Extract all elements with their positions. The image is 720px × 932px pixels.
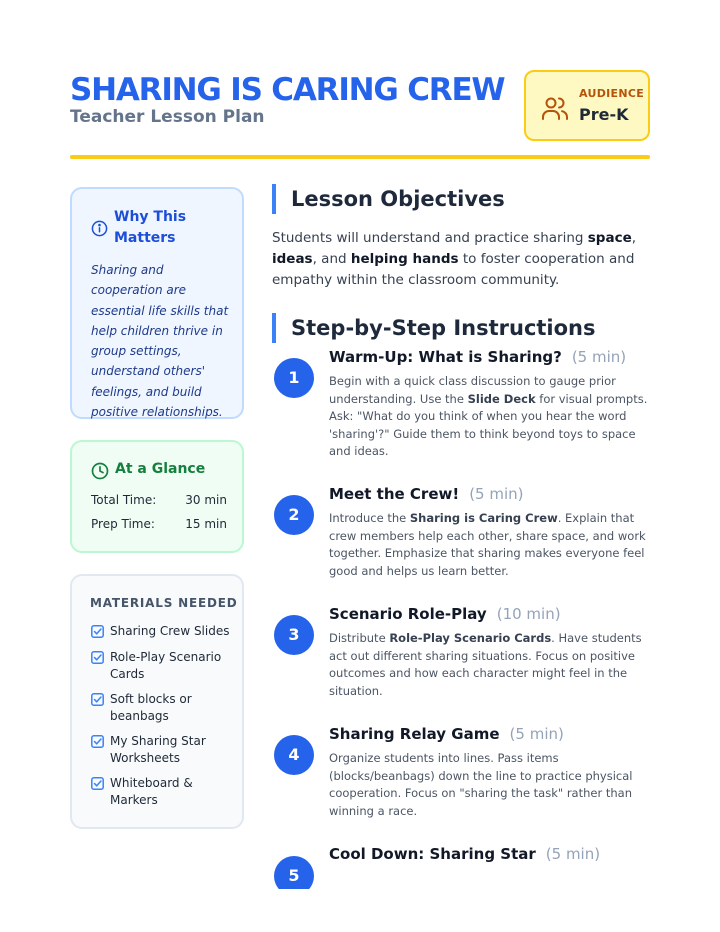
step-title: Meet the Crew! (5 min) (329, 485, 524, 503)
why-body: Sharing and cooperation are essential life skills that help children thrive in group settings, understand others' feelings, and build positive relationships. (91, 263, 229, 420)
step-number: 1 (274, 358, 314, 398)
why-title: Why This Matters (114, 209, 187, 246)
step-5-number-clip (272, 856, 332, 889)
step-number: 5 (274, 856, 314, 889)
step-body: Begin with a quick class discussion to gauge prior understanding. Use the Slide Deck for visual prompts. Ask: "What do you think of when you hear the word 'sharing'?" Guide them to think beyond toys to space and ideas. (329, 374, 648, 459)
audience-label: AUDIENCE (579, 87, 645, 100)
step-number: 2 (274, 495, 314, 535)
glance-value: 15 min (185, 517, 227, 531)
material-label: Soft blocks or beanbags (110, 692, 192, 723)
step-title: Cool Down: Sharing Star (5 min) (329, 845, 601, 863)
step-body: Distribute Role-Play Scenario Cards. Have students act out different sharing situations. Focus on positive outcomes and how each character might feel in the situation. (329, 631, 642, 698)
step-duration: (5 min) (469, 485, 524, 503)
step-title: Sharing Relay Game (5 min) (329, 725, 564, 743)
info-icon (91, 220, 108, 237)
list-item (91, 733, 236, 775)
audience-value: Pre-K (579, 105, 629, 124)
material-label: Whiteboard & Markers (110, 776, 193, 807)
glance-label: Total Time: (91, 493, 157, 507)
checkbox-icon (91, 651, 104, 664)
objectives-text: Students will understand and practice sharing space, ideas, and helping hands to foster cooperation and empathy within the classroom community. (272, 230, 637, 288)
at-a-glance-card (70, 440, 244, 553)
materials-card (70, 574, 244, 829)
page-subtitle: Teacher Lesson Plan (70, 107, 265, 127)
glance-row-total-time (91, 493, 227, 507)
glance-title: At a Glance (115, 461, 206, 477)
checkbox-icon (91, 625, 104, 638)
audience-badge (524, 70, 650, 141)
glance-value: 30 min (185, 493, 227, 507)
glance-row-prep-time (91, 517, 227, 531)
why-this-matters-card (70, 187, 244, 419)
step-body: Organize students into lines. Pass items (blocks/beanbags) down the line to practice physical cooperation. Focus on "sharing the task" rather than winning a race. (329, 751, 633, 818)
materials-list (91, 623, 236, 817)
step-number: 3 (274, 615, 314, 655)
step-number: 4 (274, 735, 314, 775)
step-title: Scenario Role-Play (10 min) (329, 605, 561, 623)
page-title: SHARING IS CARING CREW (70, 72, 505, 108)
material-label: Sharing Crew Slides (110, 624, 230, 638)
step-duration: (5 min) (509, 725, 564, 743)
list-item (91, 649, 236, 691)
list-item (91, 775, 236, 817)
clock-icon (91, 462, 109, 480)
step-duration: (5 min) (545, 845, 601, 863)
step-title: Warm-Up: What is Sharing? (5 min) (329, 348, 627, 366)
step-body: Introduce the Sharing is Caring Crew. Explain that crew members help each other, share space, and work together. Emphasize that sharing makes everyone feel good and helps us learn better. (329, 511, 646, 578)
checkbox-icon (91, 735, 104, 748)
glance-label: Prep Time: (91, 517, 155, 531)
step-duration: (10 min) (496, 605, 561, 623)
list-item (91, 623, 236, 649)
material-label: Role-Play Scenario Cards (110, 650, 222, 681)
page-header (70, 66, 650, 158)
checkbox-icon (91, 777, 104, 790)
users-icon (541, 95, 569, 121)
material-label: My Sharing Star Worksheets (110, 734, 206, 765)
materials-title: MATERIALS NEEDED (90, 596, 238, 610)
instructions-heading: Step-by-Step Instructions (272, 313, 596, 343)
header-divider (70, 155, 650, 159)
checkbox-icon (91, 693, 104, 706)
list-item (91, 691, 236, 733)
objectives-heading: Lesson Objectives (272, 184, 505, 214)
step-duration: (5 min) (571, 348, 627, 366)
